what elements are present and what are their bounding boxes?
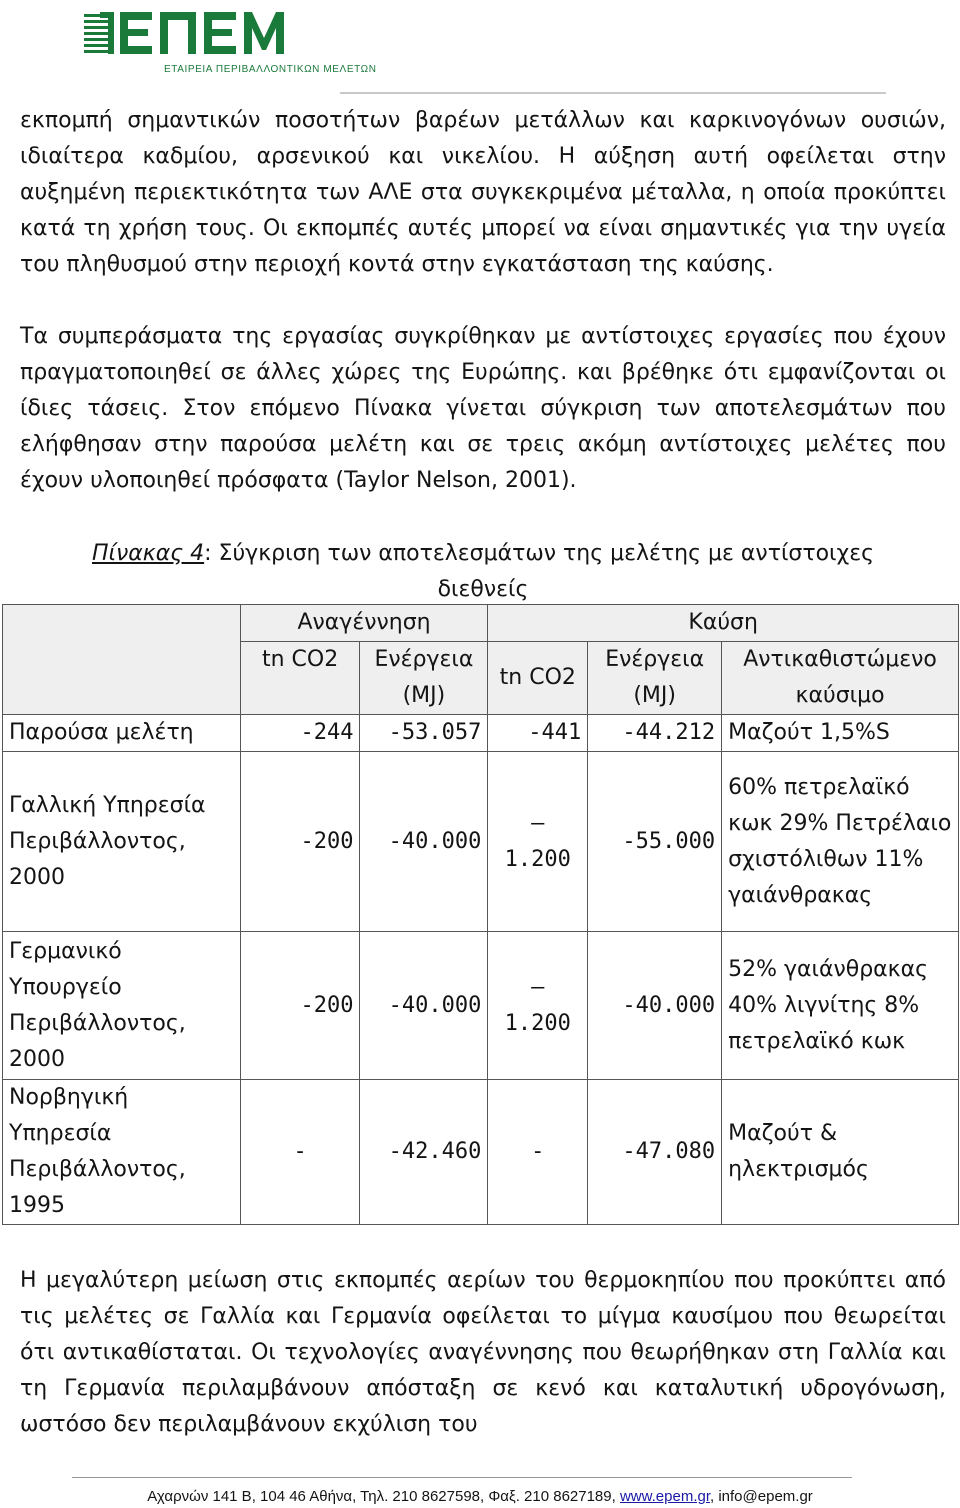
col-header-energy-comb: Ενέργεια (MJ) bbox=[588, 642, 722, 715]
footer-divider bbox=[72, 1477, 852, 1478]
cell-fuel: 52% γαιάνθρακας 40% λιγνίτης 8% πετρελαϊκό κωκ bbox=[722, 932, 959, 1080]
cell-energy-regen: -53.057 bbox=[360, 715, 488, 752]
col-header-co2-comb: tn CO2 bbox=[488, 642, 588, 715]
col-header-co2-regen: tn CO2 bbox=[240, 642, 360, 715]
header-divider bbox=[340, 92, 886, 94]
table-caption bbox=[60, 536, 906, 608]
table-group-header-row bbox=[3, 605, 959, 642]
group-header-combustion: Καύση bbox=[488, 605, 959, 642]
cell-energy-comb: -55.000 bbox=[588, 752, 722, 932]
logo-subtitle: ΕΤΑΙΡΕΙΑ ΠΕΡΙΒΑΛΛΟΝΤΙΚΩΝ ΜΕΛΕΤΩΝ bbox=[164, 64, 377, 75]
cell-fuel: Μαζούτ 1,5%S bbox=[722, 715, 959, 752]
table-row bbox=[3, 715, 959, 752]
row-name: Νορβηγική Υπηρεσία Περιβάλλοντος, 1995 bbox=[3, 1080, 241, 1225]
col-header-fuel: Αντικαθιστώμενο καύσιμο bbox=[722, 642, 959, 715]
table-row bbox=[3, 932, 959, 1080]
cell-energy-comb: -40.000 bbox=[588, 932, 722, 1080]
col-header-energy-regen: Ενέργεια (MJ) bbox=[360, 642, 488, 715]
cell-co2-regen: - bbox=[240, 1080, 360, 1225]
cell-co2-regen: -244 bbox=[240, 715, 360, 752]
table-row bbox=[3, 752, 959, 932]
epem-logo-mark bbox=[80, 8, 320, 62]
row-name: Γερμανικό Υπουργείο Περιβάλλοντος, 2000 bbox=[3, 932, 241, 1080]
row-name: Παρούσα μελέτη bbox=[3, 715, 241, 752]
corner-cell bbox=[3, 605, 241, 715]
paragraph-3: Η μεγαλύτερη μείωση στις εκπομπές αερίων του θερμοκηπίου που προκύπτει από τις μελέτες σε Γαλλία και Γερμανία οφείλεται το μίγμα καυσίμου που θεωρείται ότι αντικαθίσταται. Οι τεχνολογίες αναγέννησης που θεωρήθηκαν στη Γαλλία και τη Γερμανία περιλαμβάνουν απόσταξη σε κενό και καταλυτική υδρογόνωση, ωστόσο δεν περιλαμβάνουν εκχύλιση του bbox=[20, 1268, 946, 1437]
cell-fuel: Μαζούτ & ηλεκτρισμός bbox=[722, 1080, 959, 1225]
row-name: Γαλλική Υπηρεσία Περιβάλλοντος, 2000 bbox=[3, 752, 241, 932]
footer-separator: , bbox=[710, 1488, 719, 1505]
cell-energy-comb: -44.212 bbox=[588, 715, 722, 752]
caption-text: : Σύγκριση των αποτελεσμάτων της μελέτης με αντίστοιχες διεθνείς bbox=[204, 541, 875, 602]
cell-co2-comb: – 1.200 bbox=[488, 752, 588, 932]
cell-energy-comb: -47.080 bbox=[588, 1080, 722, 1225]
footer-email: info@epem.gr bbox=[718, 1488, 813, 1505]
cell-energy-regen: -42.460 bbox=[360, 1080, 488, 1225]
paragraph-2: Τα συμπεράσματα της εργασίας συγκρίθηκαν με αντίστοιχες εργασίες που έχουν πραγματοποιηθεί σε άλλες χώρες της Ευρώπης. και βρέθηκε ότι εμφανίζονται οι ίδιες τάσεις. Στον επόμενο Πίνακα γίνεται σύγκριση των αποτελεσμάτων που ελήφθησαν στην παρούσα μελέτη και σε τρεις ακόμη αντίστοιχες μελέτες που έχουν υλοποιηθεί πρόσφατα (Taylor Nelson, 2001). bbox=[20, 324, 946, 493]
page-footer bbox=[0, 1488, 960, 1506]
company-logo bbox=[80, 8, 377, 75]
cell-fuel: 60% πετρελαϊκό κωκ 29% Πετρέλαιο σχιστόλιθων 11% γαιάνθρακας bbox=[722, 752, 959, 932]
cell-co2-comb: - bbox=[488, 1080, 588, 1225]
cell-co2-comb: – 1.200 bbox=[488, 932, 588, 1080]
comparison-table bbox=[2, 604, 959, 1225]
group-header-regeneration: Αναγέννηση bbox=[240, 605, 488, 642]
cell-energy-regen: -40.000 bbox=[360, 932, 488, 1080]
cell-co2-regen: -200 bbox=[240, 752, 360, 932]
cell-co2-regen: -200 bbox=[240, 932, 360, 1080]
paragraph-1: εκπομπή σημαντικών ποσοτήτων βαρέων μετάλλων και καρκινογόνων ουσιών, ιδιαίτερα καδμίου, αρσενικού και νικελίου. Η αύξηση αυτή οφείλεται στην αυξημένη περιεκτικότητα των ΑΛΕ στα συγκεκριμένα μέταλλα, η οποία προκύπτει κατά τη χρήση τους. Οι εκπομπές αυτές μπορεί να είναι σημαντικές για την υγεία του πληθυσμού στην περιοχή κοντά στην εγκατάσταση της καύσης. bbox=[20, 108, 946, 277]
footer-website-link[interactable]: www.epem.gr bbox=[619, 1488, 710, 1505]
caption-label: Πίνακας 4 bbox=[91, 541, 205, 566]
cell-co2-comb: -441 bbox=[488, 715, 588, 752]
footer-address: Αχαρνών 141 Β, 104 46 Αθήνα, Τηλ. 210 8627598, Φαξ. 210 8627189, bbox=[147, 1488, 620, 1505]
table-row bbox=[3, 1080, 959, 1225]
cell-energy-regen: -40.000 bbox=[360, 752, 488, 932]
